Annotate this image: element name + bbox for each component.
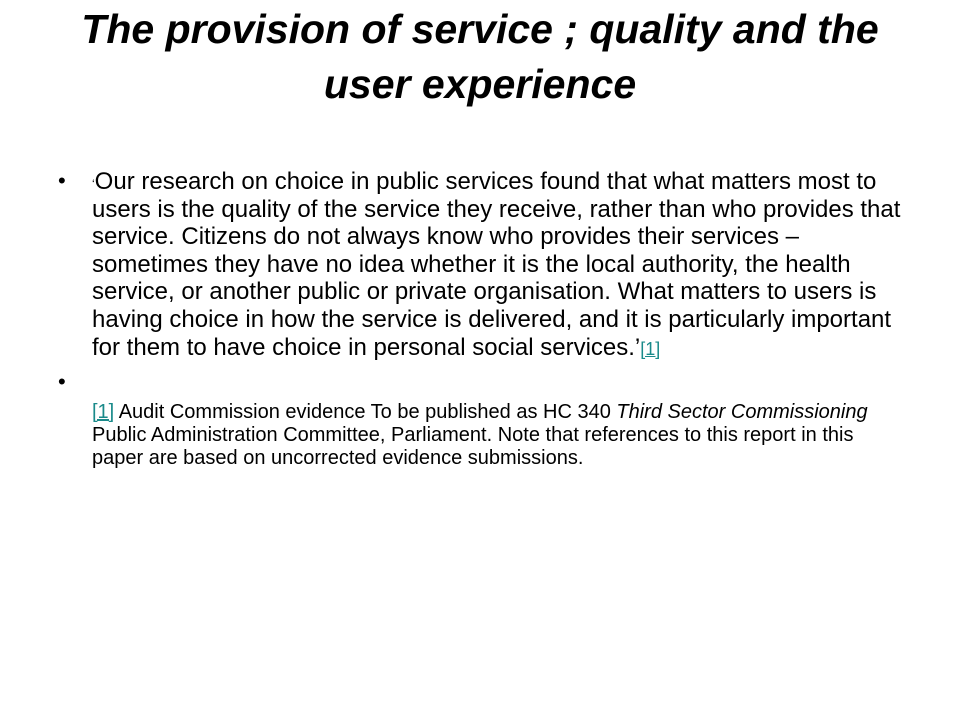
slide-title: The provision of service ; quality and the user experience <box>81 6 879 107</box>
footnote-link-1[interactable]: [1] <box>640 338 661 359</box>
bullet-footnote <box>58 371 908 470</box>
open-quote-mark: ‘ <box>92 177 95 191</box>
bullet-dot-icon: • <box>58 369 66 395</box>
footnote-link-back[interactable]: [1] <box>92 401 115 424</box>
footnote-part2: Public Administration Committee, Parliament. Note that references to this report in this paper are based on uncorrected evidence submissions. <box>92 424 854 470</box>
bullet-dot-icon: • <box>58 168 66 193</box>
footnote-text <box>92 371 908 470</box>
bullet-quote <box>58 168 908 363</box>
slide-body <box>58 168 908 470</box>
quote-paragraph <box>92 168 908 363</box>
footnote-part1: Audit Commission evidence To be published as HC 340 <box>114 401 617 424</box>
footnote-italic-title: Third Sector Commissioning <box>616 401 868 424</box>
quote-text: Our research on choice in public services found that what matters most to users is the quality of the service they receive, rather than who provides that service. Citizens do not always know who provides their services – sometimes they have no idea whether it is the local authority, the health service, or another public or private organisation. What matters to users is having choice in how the service is delivered, and it is particularly important for them to have choice in personal social services.’ <box>92 168 901 361</box>
